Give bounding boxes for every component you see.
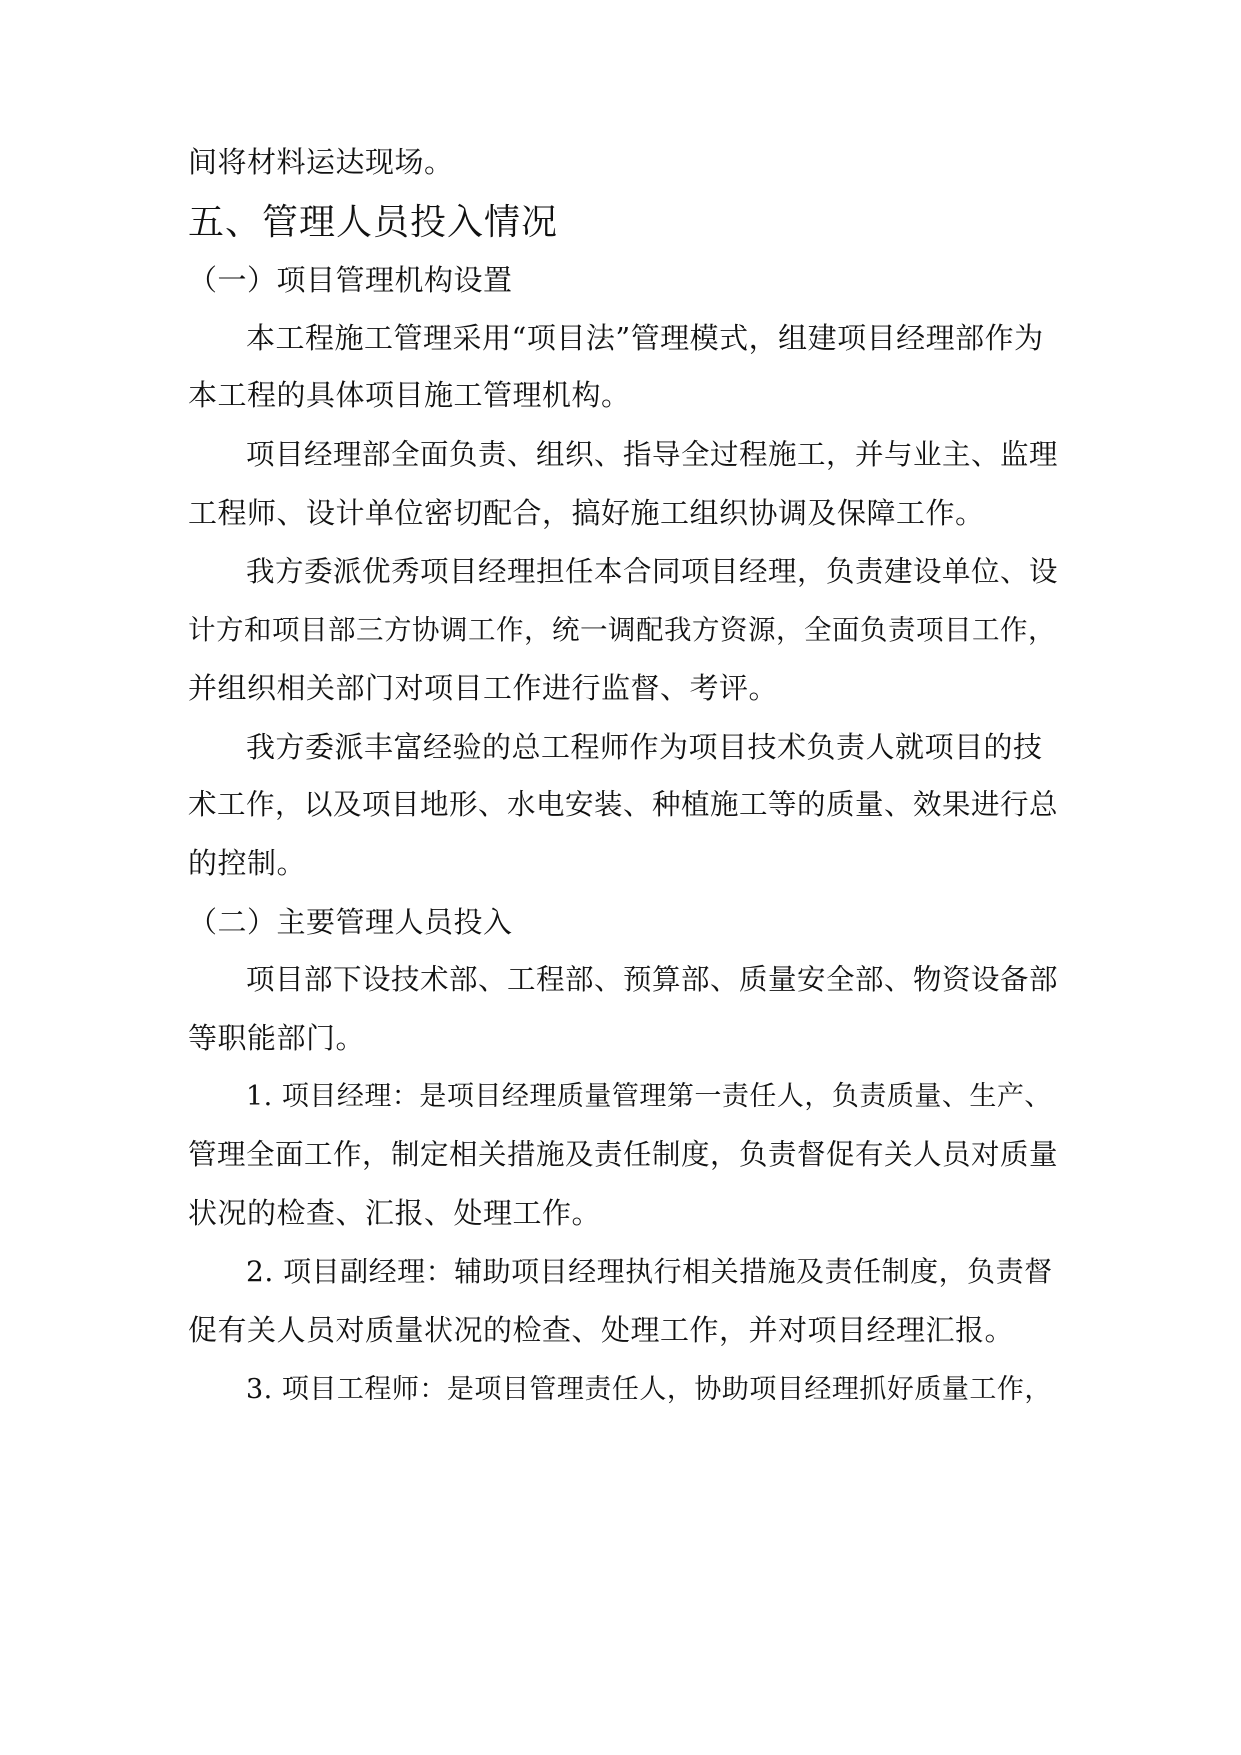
- text-line: 间将材料运达现场。: [188, 145, 454, 179]
- subsection-heading: （二）主要管理人员投入: [188, 905, 513, 939]
- paragraph-line: 的控制。: [188, 846, 307, 880]
- paragraph-line: 促有关人员对质量状况的检查、处理工作，并对项目经理汇报。: [188, 1313, 1015, 1347]
- paragraph-line: 本工程施工管理采用“项目法”管理模式，组建项目经理部作为: [246, 321, 1044, 355]
- paragraph-line: 2. 项目副经理：辅助项目经理执行相关措施及责任制度，负责督: [246, 1255, 1053, 1288]
- paragraph-line: 项目经理部全面负责、组织、指导全过程施工，并与业主、监理: [246, 438, 1059, 471]
- paragraph-line: 并组织相关部门对项目工作进行监督、考评。: [188, 671, 779, 705]
- paragraph-line: 项目部下设技术部、工程部、预算部、质量安全部、物资设备部: [246, 963, 1059, 996]
- subsection-heading: （一）项目管理机构设置: [188, 263, 513, 297]
- paragraph-line: 管理全面工作，制定相关措施及责任制度，负责督促有关人员对质量: [188, 1138, 1059, 1171]
- paragraph-line: 等职能部门。: [188, 1021, 366, 1055]
- paragraph-line: 我方委派丰富经验的总工程师作为项目技术负责人就项目的技: [246, 730, 1043, 764]
- paragraph-line: 状况的检查、汇报、处理工作。: [188, 1196, 602, 1230]
- paragraph-line: 工程师、设计单位密切配合，搞好施工组织协调及保障工作。: [188, 496, 985, 530]
- paragraph-line: 3. 项目工程师：是项目管理责任人，协助项目经理抓好质量工作，: [246, 1374, 1052, 1405]
- section-heading: 五、管理人员投入情况: [188, 202, 559, 243]
- paragraph-line: 术工作，以及项目地形、水电安装、种植施工等的质量、效果进行总: [188, 788, 1059, 821]
- paragraph-line: 计方和项目部三方协调工作，统一调配我方资源，全面负责项目工作，: [188, 614, 1056, 646]
- paragraph-line: 我方委派优秀项目经理担任本合同项目经理，负责建设单位、设: [246, 555, 1059, 588]
- paragraph-line: 本工程的具体项目施工管理机构。: [188, 378, 631, 412]
- paragraph-line: 1. 项目经理：是项目经理质量管理第一责任人，负责质量、生产、: [246, 1081, 1052, 1112]
